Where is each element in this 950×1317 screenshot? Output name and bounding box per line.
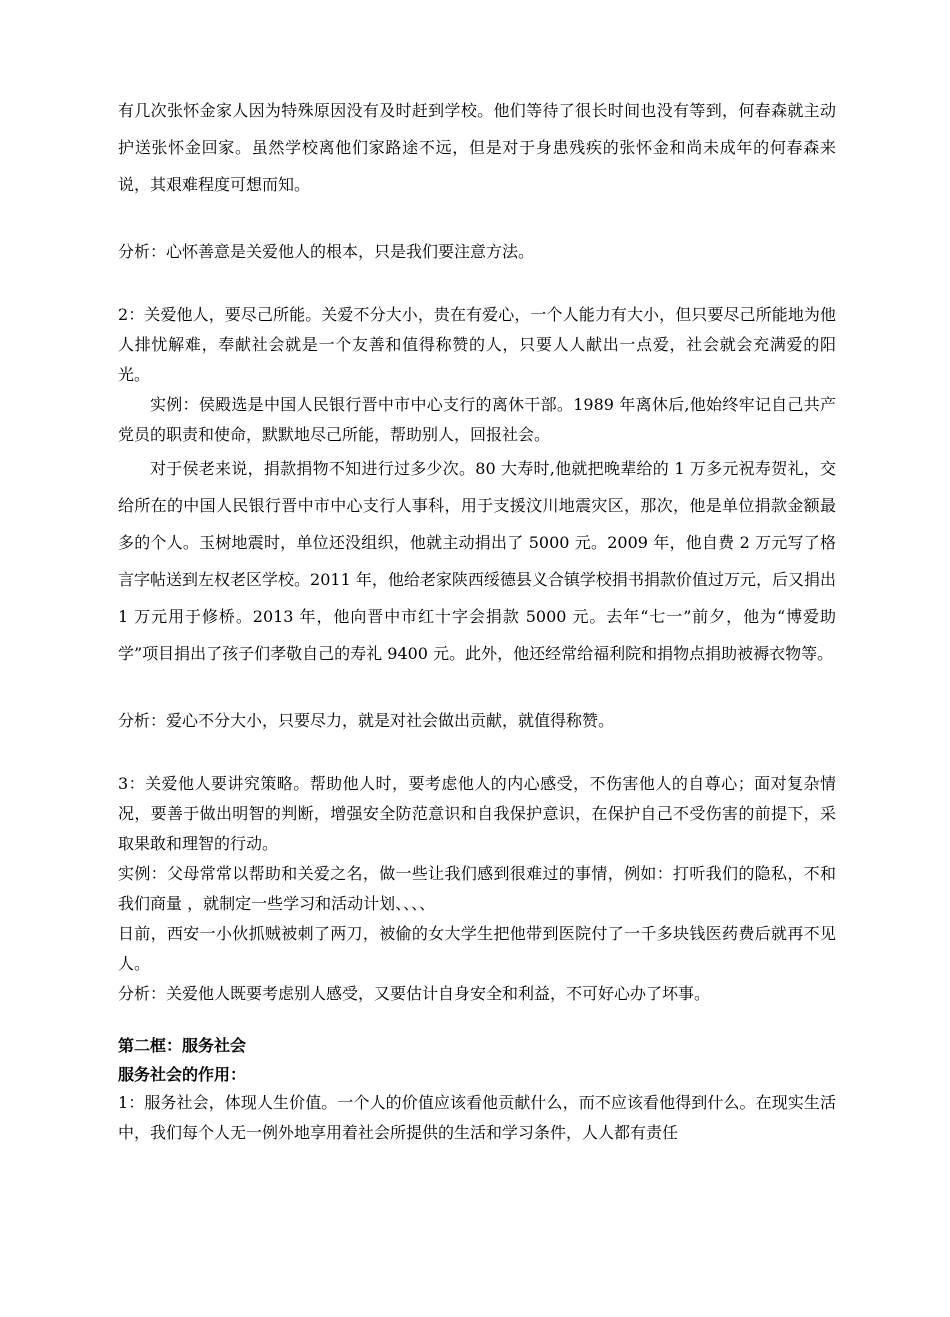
paragraph-analysis-3: 分析：关爱他人既要考虑别人感受，又要估计自身安全和利益，不可好心办了坏事。 [118,984,711,1003]
paragraph-example-hou: 实例：侯殿选是中国人民银行晋中市中心支行的离休干部。1989 年离休后,他始终牢记自己共产党员的职责和使命，默默地尽己所能，帮助别人，回报社会。 [118,395,836,444]
paragraph-analysis-1: 分析：心怀善意是关爱他人的根本，只是我们要注意方法。 [118,242,535,261]
paragraph-analysis-2: 分析：爱心不分大小，只要尽力，就是对社会做出贡献，就值得称赞。 [118,711,615,730]
paragraph-point-3: 3：关爱他人要讲究策略。帮助他人时，要考虑他人的内心感受，不伤害他人的自尊心；面对复杂情况，要善于做出明智的判断，增强安全防范意识和自我保护意识，在保护自己不受伤害的前提下，采取果敢和理智的行动。 [118,774,836,853]
paragraph-example-parents: 实例：父母常常以帮助和关爱之名，做一些让我们感到很难过的事情，例如：打听我们的隐私，不和我们商量 ，就制定一些学习和活动计划、、、、 [118,864,836,913]
paragraph-point-service-1: 1：服务社会，体现人生价值。一个人的价值应该看他贡献什么，而不应该看他得到什么。在现实生活中，我们每个人无一例外地享用着社会所提供的生活和学习条件，人人都有责任 [118,1093,836,1142]
paragraph-point-2: 2：关爱他人，要尽己所能。关爱不分大小，贵在有爱心，一个人能力有大小，但只要尽己所能地为他人排忧解难，奉献社会就是一个友善和值得称赞的人，只要人人献出一点爱，社会就会充满爱的阳光。 [118,305,836,384]
subsection-heading: 服务社会的作用： [118,1065,247,1084]
paragraph-donations: 对于侯老来说，捐款捐物不知进行过多少次。80 大寿时,他就把晚辈给的 1 万多元祝寿贺礼，交给所在的中国人民银行晋中市中心支行人事科，用于支援汶川地震灾区，那次，他是单位捐款金额最多的个人。玉树地震时，单位还没组织，他就主动捐出了 5000 元。2009 年，他自费 2 万元写了格言字帖送到左权老区学校。2011 年，他给老家陕西绥德县义合镇学校捐书捐款价值过万元，后又捐出 1 万元用于修桥。2013 年，他向晋中市红十字会捐款 5000 元。去年“七一”前夕，他为“博爱助学”项目捐出了孩子们孝敬自己的寿礼 9400 元。此外，他还经常给福利院和捐物点捐助被褥衣物等。 [118,459,836,663]
section-heading: 第二框：服务社会 [118,1036,247,1055]
paragraph-example-xian: 日前，西安一小伙抓贼被刺了两刀，被偷的女大学生把他带到医院付了一千多块钱医药费后就再不见人。 [118,924,836,973]
document-page [118,92,836,1148]
paragraph-story-ending: 有几次张怀金家人因为特殊原因没有及时赶到学校。他们等待了很长时间也没有等到，何春森就主动护送张怀金回家。虽然学校离他们家路途不远，但是对于身患残疾的张怀金和尚未成年的何春森来说，其艰难程度可想而知。 [118,101,836,194]
